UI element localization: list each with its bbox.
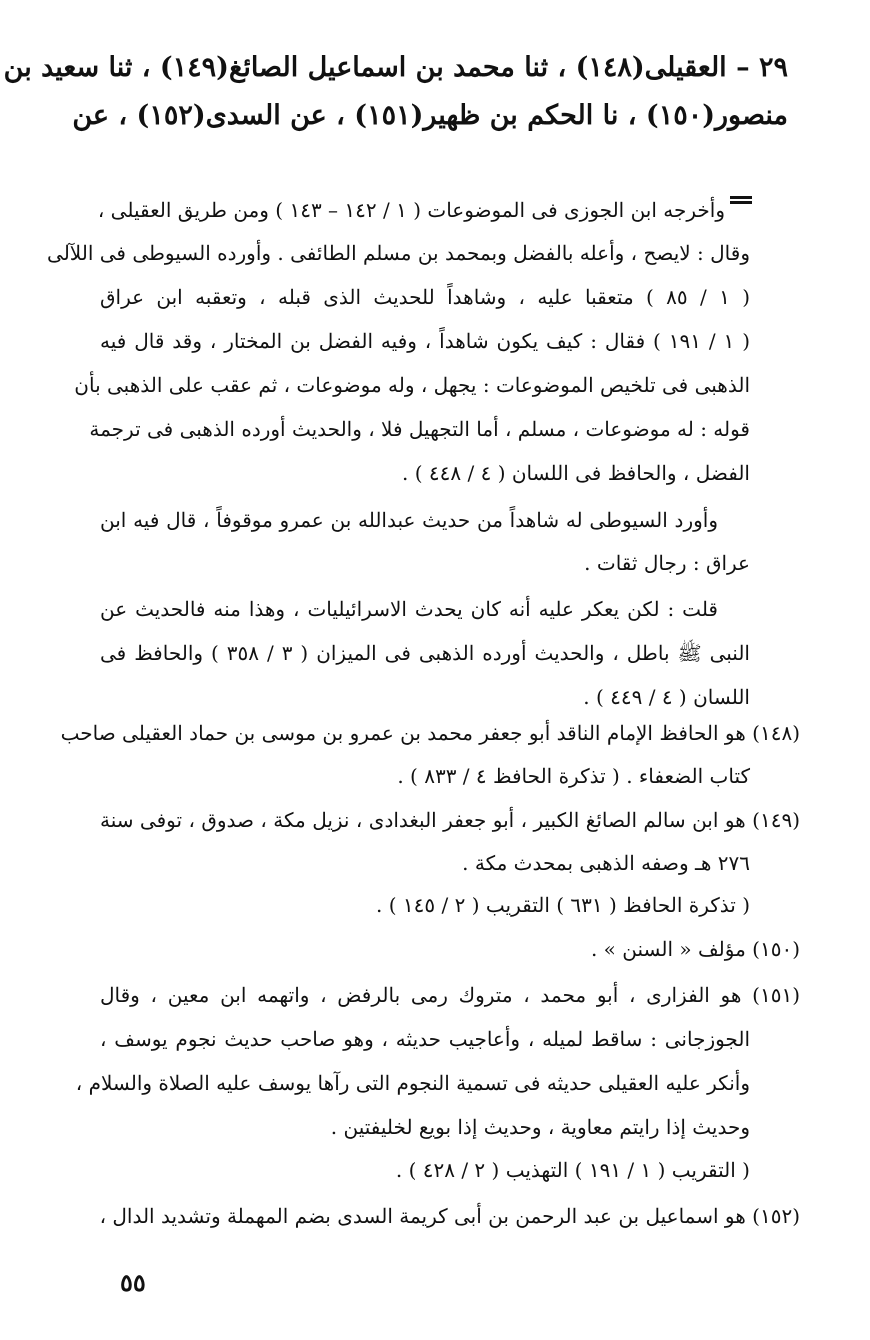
footnote-148: (١٤٨) هو الحافظ الإمام الناقد أبو جعفر محمد بن عمرو بن موسى بن حماد العقيلى صاحب	[60, 721, 800, 745]
footnote-151-cont: وأنكر عليه العقيلى حديثه فى تسمية النجوم التى رآها يوسف عليه الصلاة والسلام ،	[75, 1071, 750, 1095]
footnote-151: (١٥١) هو الفزارى ، أبو محمد ، متروك رمى بالرفض ، واتهمه ابن معين ، وقال	[100, 983, 800, 1007]
commentary-line: اللسان ( ٤ / ٤٤٩ ) .	[583, 685, 750, 709]
footnote-149-cont: ( تذكرة الحافظ ( ٦٣١ ) التقريب ( ٢ / ١٤٥ ) .	[376, 893, 750, 917]
footnote-151-cont: وحديث إذا رايتم معاوية ، وحديث إذا بويع لخليفتين .	[330, 1115, 750, 1139]
footnote-152: (١٥٢) هو اسماعيل بن عبد الرحمن بن أبى كريمة السدى بضم المهملة وتشديد الدال ،	[99, 1204, 800, 1228]
page-number: ٥٥	[120, 1268, 146, 1297]
footnote-148-cont: كتاب الضعفاء . ( تذكرة الحافظ ٤ / ٨٣٣ ) .	[397, 764, 750, 788]
commentary-line: النبى ﷺ باطل ، والحديث أورده الذهبى فى الميزان ( ٣ / ٣٥٨ ) والحافظ فى	[100, 641, 750, 665]
commentary-line: وأورد السيوطى له شاهداً من حديث عبدالله بن عمرو موقوفاً ، قال فيه ابن	[100, 508, 718, 532]
footnote-149-cont: ٢٧٦ هـ وصفه الذهبى بمحدث مكة .	[462, 851, 750, 875]
footnote-149: (١٤٩) هو ابن سالم الصائغ الكبير ، أبو جعفر البغدادى ، نزيل مكة ، صدوق ، توفى سنة	[100, 808, 800, 832]
hadith-line-2: منصور(١٥٠) ، نا الحكم بن ظهير(١٥١) ، عن السدى(١٥٢) ، عن	[72, 100, 788, 131]
commentary-line: عراق : رجال ثقات .	[584, 551, 750, 575]
footnote-151-cont: ( التقريب ( ١ / ١٩١ ) التهذيب ( ٢ / ٤٢٨ ) .	[395, 1158, 750, 1182]
hadith-line-1: ٢٩ – العقيلى(١٤٨) ، ثنا محمد بن اسماعيل الصائغ(١٤٩) ، ثنا سعيد بن	[3, 52, 788, 83]
commentary-line: وأخرجه ابن الجوزى فى الموضوعات ( ١ / ١٤٢ – ١٤٣ ) ومن طريق العقيلى ،	[97, 198, 725, 222]
footnote-151-cont: الجوزجانى : ساقط لميله ، وأعاجيب حديثه ، وهو صاحب حديث نجوم يوسف ،	[100, 1027, 750, 1051]
commentary-dash-marker	[730, 196, 752, 204]
commentary-line: الذهبى فى تلخيص الموضوعات : يجهل ، وله موضوعات ، ثم عقب على الذهبى بأن	[74, 373, 750, 397]
commentary-line: قوله : له موضوعات ، مسلم ، أما التجهيل فلا ، والحديث أورده الذهبى فى ترجمة	[89, 417, 750, 441]
commentary-line: قلت : لكن يعكر عليه أنه كان يحدث الاسرائيليات ، وهذا منه فالحديث عن	[100, 597, 718, 621]
commentary-line: ( ١ / ٨٥ ) متعقبا عليه ، وشاهداً للحديث الذى قبله ، وتعقبه ابن عراق	[100, 285, 750, 309]
footnote-150: (١٥٠) مؤلف « السنن » .	[590, 937, 800, 961]
commentary-line: وقال : لايصح ، وأعله بالفضل وبمحمد بن مسلم الطائفى . وأورده السيوطى فى اللآلى	[47, 241, 750, 265]
commentary-line: ( ١ / ١٩١ ) فقال : كيف يكون شاهداً ، وفيه الفضل بن المختار ، وقد قال فيه	[100, 329, 750, 353]
commentary-line: الفضل ، والحافظ فى اللسان ( ٤ / ٤٤٨ ) .	[402, 461, 750, 485]
